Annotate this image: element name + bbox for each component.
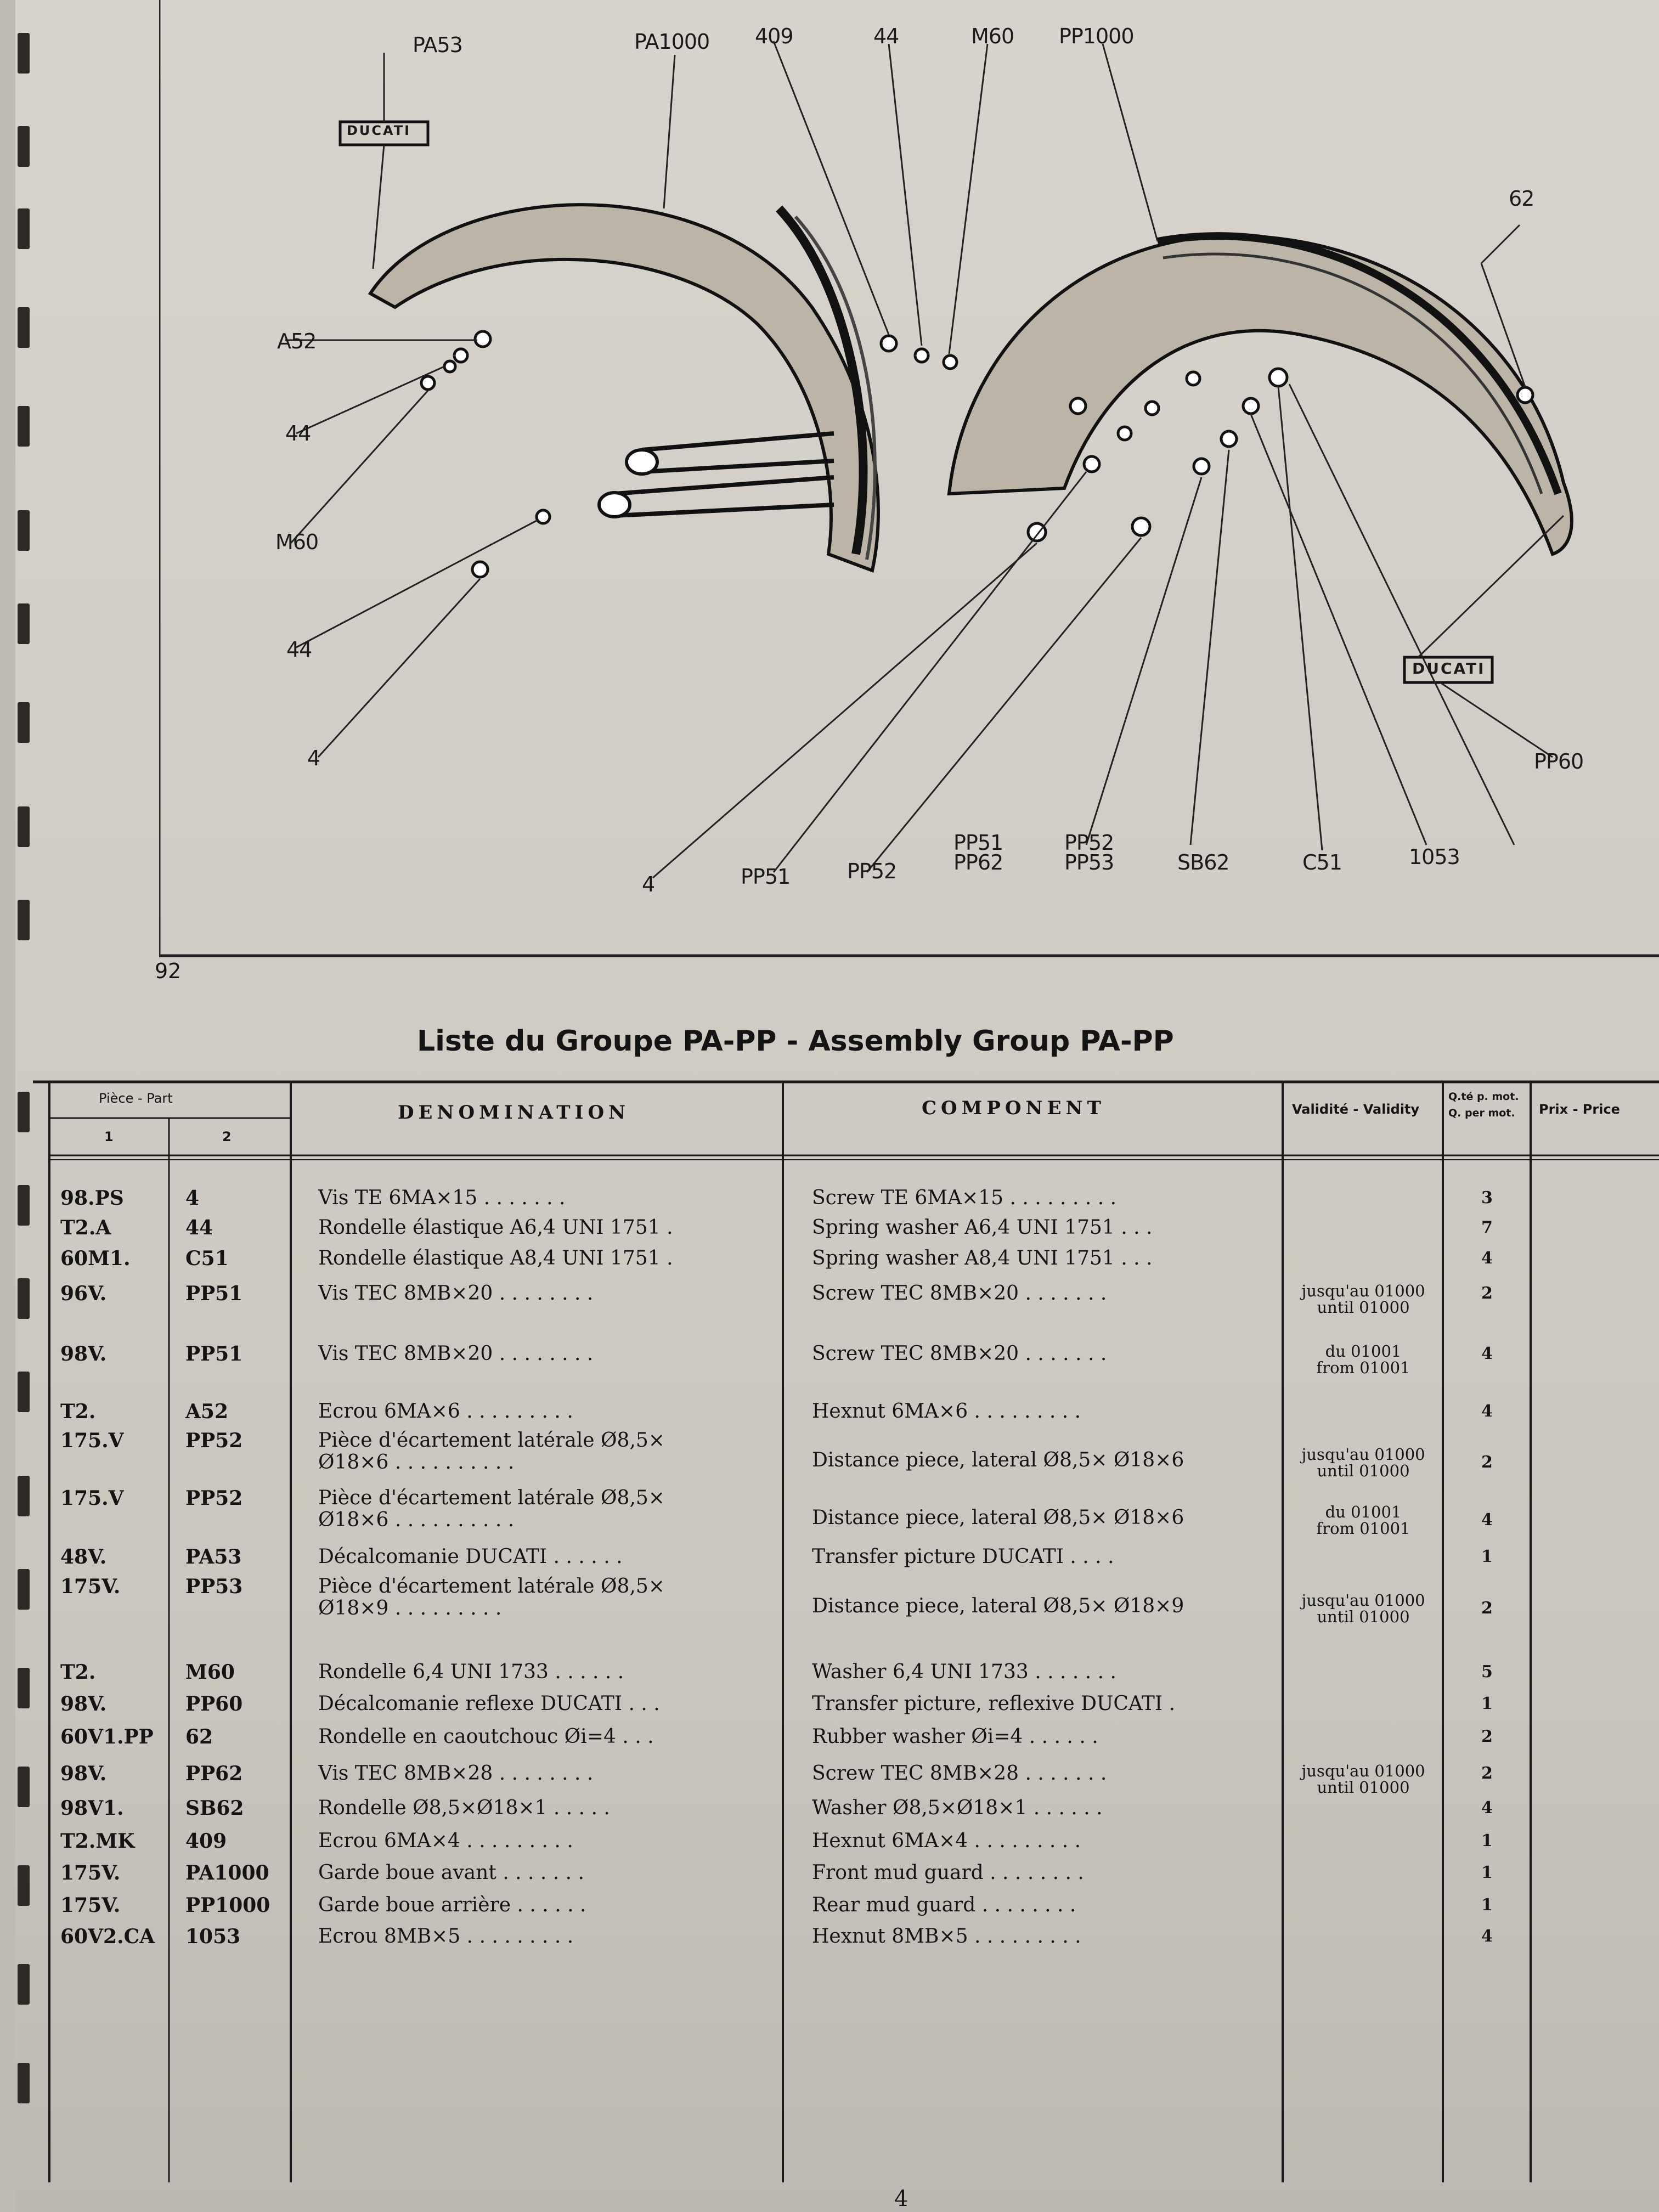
part-code-2: PP1000 xyxy=(185,1894,270,1917)
page-title: Liste du Groupe PA-PP - Assembly Group PA-PP xyxy=(417,1025,1174,1058)
part-code-1: 60V2.CA xyxy=(60,1925,155,1948)
part-code-1: 60M1. xyxy=(60,1247,131,1270)
callout-pp51-pp62: PP51 PP62 xyxy=(953,831,1003,874)
quantity-cell: 2 xyxy=(1481,1284,1493,1303)
component-cell: Spring washer A8,4 UNI 1751 . . . xyxy=(812,1247,1153,1269)
validity-cell: jusqu'au 01000 until 01000 xyxy=(1301,1282,1425,1317)
denomination-cell: Pièce d'écartement latérale Ø8,5× Ø18×6 . . . . . . . . . . xyxy=(318,1487,665,1531)
quantity-cell: 7 xyxy=(1481,1218,1493,1237)
denomination-cell: Ecrou 8MB×5 . . . . . . . . . xyxy=(318,1925,574,1948)
part-code-1: 48V. xyxy=(60,1545,107,1568)
denomination-cell: Pièce d'écartement latérale Ø8,5× Ø18×9 . . . . . . . . . xyxy=(318,1575,665,1620)
part-code-1: 60V1.PP xyxy=(60,1725,154,1748)
part-code-2: 1053 xyxy=(185,1925,241,1948)
part-code-2: 44 xyxy=(185,1216,213,1239)
callout-pa1000: PA1000 xyxy=(634,30,710,54)
part-code-1: 175V. xyxy=(60,1575,121,1598)
callout-4-bottom: 4 xyxy=(642,872,655,896)
part-code-1: 175.V xyxy=(60,1487,124,1510)
rear-mudguard xyxy=(949,236,1572,554)
quantity-cell: 1 xyxy=(1481,1694,1493,1713)
part-code-2: PP52 xyxy=(185,1487,243,1510)
header-validity: Validité - Validity xyxy=(1292,1102,1420,1117)
denomination-cell: Rondelle Ø8,5×Ø18×1 . . . . . xyxy=(318,1797,610,1819)
callout-409: 409 xyxy=(755,24,793,48)
denomination-cell: Vis TE 6MA×15 . . . . . . . xyxy=(318,1187,566,1209)
component-cell: Screw TEC 8MB×20 . . . . . . . xyxy=(812,1282,1107,1305)
component-cell: Spring washer A6,4 UNI 1751 . . . xyxy=(812,1216,1153,1239)
part-code-2: PP62 xyxy=(185,1762,243,1785)
validity-cell: jusqu'au 01000 until 01000 xyxy=(1301,1445,1425,1480)
denomination-cell: Rondelle en caoutchouc Øi=4 . . . xyxy=(318,1725,654,1748)
part-code-1: 175V. xyxy=(60,1861,121,1884)
callout-c51: C51 xyxy=(1302,850,1342,874)
validity-cell: du 01001 from 01001 xyxy=(1316,1503,1410,1538)
denomination-cell: Vis TEC 8MB×20 . . . . . . . . xyxy=(318,1342,594,1365)
part-code-1: 98V. xyxy=(60,1762,107,1785)
front-mudguard xyxy=(370,205,878,571)
quantity-cell: 4 xyxy=(1481,1927,1493,1946)
component-cell: Washer 6,4 UNI 1733 . . . . . . . xyxy=(812,1661,1116,1683)
part-code-1: T2. xyxy=(60,1661,96,1684)
quantity-cell: 4 xyxy=(1481,1344,1493,1363)
callout-m60-left: M60 xyxy=(275,530,319,554)
part-code-1: 175.V xyxy=(60,1429,124,1452)
header-denomination: DENOMINATION xyxy=(398,1102,630,1124)
callout-44-left-b: 44 xyxy=(286,637,312,662)
quantity-cell: 2 xyxy=(1481,1599,1493,1618)
part-code-2: M60 xyxy=(185,1661,235,1684)
quantity-cell: 1 xyxy=(1481,1547,1493,1566)
part-code-2: 409 xyxy=(185,1830,227,1853)
component-cell: Distance piece, lateral Ø8,5× Ø18×6 xyxy=(812,1506,1184,1529)
component-cell: Distance piece, lateral Ø8,5× Ø18×9 xyxy=(812,1595,1184,1617)
quantity-cell: 2 xyxy=(1481,1453,1493,1472)
quantity-cell: 4 xyxy=(1481,1510,1493,1530)
callout-44-left-a: 44 xyxy=(285,421,311,445)
denomination-cell: Ecrou 6MA×4 . . . . . . . . . xyxy=(318,1830,573,1852)
part-code-1: 96V. xyxy=(60,1282,107,1305)
component-cell: Transfer picture, reflexive DUCATI . xyxy=(812,1692,1176,1715)
part-code-2: PP60 xyxy=(185,1692,243,1716)
callout-44-top: 44 xyxy=(873,24,899,48)
quantity-cell: 1 xyxy=(1481,1895,1493,1915)
exploded-diagram xyxy=(159,0,1659,957)
quantity-cell: 1 xyxy=(1481,1831,1493,1850)
header-price: Prix - Price xyxy=(1539,1102,1620,1117)
denomination-cell: Rondelle élastique A6,4 UNI 1751 . xyxy=(318,1216,673,1239)
component-cell: Washer Ø8,5×Ø18×1 . . . . . . xyxy=(812,1797,1103,1819)
footer-mark: 4 xyxy=(894,2186,909,2211)
part-code-2: C51 xyxy=(185,1247,229,1270)
callout-a52: A52 xyxy=(277,329,317,353)
part-code-1: T2.A xyxy=(60,1216,111,1239)
header-qty: Q.té p. mot. Q. per mot. xyxy=(1448,1091,1519,1119)
header-piece-part: Pièce - Part xyxy=(99,1091,173,1106)
denomination-cell: Garde boue arrière . . . . . . xyxy=(318,1894,586,1916)
part-code-2: A52 xyxy=(185,1400,229,1423)
part-code-2: PA1000 xyxy=(185,1861,269,1884)
part-code-2: PA53 xyxy=(185,1545,242,1568)
parts-table xyxy=(33,1063,1659,2182)
part-code-1: 98V1. xyxy=(60,1797,124,1820)
component-cell: Screw TE 6MA×15 . . . . . . . . . xyxy=(812,1187,1117,1209)
header-col1: 1 xyxy=(104,1129,114,1144)
leader-lines xyxy=(285,41,1564,878)
quantity-cell: 2 xyxy=(1481,1727,1493,1746)
part-code-2: PP51 xyxy=(185,1342,243,1365)
callout-1053: 1053 xyxy=(1409,845,1460,869)
validity-cell: du 01001 from 01001 xyxy=(1316,1342,1410,1377)
header-col2: 2 xyxy=(222,1129,232,1144)
component-cell: Distance piece, lateral Ø8,5× Ø18×6 xyxy=(812,1449,1184,1471)
quantity-cell: 2 xyxy=(1481,1764,1493,1783)
component-cell: Hexnut 6MA×6 . . . . . . . . . xyxy=(812,1400,1081,1423)
callout-62: 62 xyxy=(1509,187,1534,211)
component-cell: Rear mud guard . . . . . . . . xyxy=(812,1894,1076,1916)
quantity-cell: 1 xyxy=(1481,1863,1493,1882)
diagram-drawing xyxy=(159,0,1659,957)
part-code-2: 62 xyxy=(185,1725,213,1748)
component-cell: Front mud guard . . . . . . . . xyxy=(812,1861,1084,1884)
denomination-cell: Rondelle 6,4 UNI 1733 . . . . . . xyxy=(318,1661,624,1683)
part-code-2: 4 xyxy=(185,1187,200,1210)
part-code-2: PP53 xyxy=(185,1575,243,1598)
validity-cell: jusqu'au 01000 until 01000 xyxy=(1301,1762,1425,1797)
callout-m60-top: M60 xyxy=(971,24,1014,48)
component-cell: Screw TEC 8MB×20 . . . . . . . xyxy=(812,1342,1107,1365)
denomination-cell: Vis TEC 8MB×28 . . . . . . . . xyxy=(318,1762,594,1785)
denomination-cell: Décalcomanie DUCATI . . . . . . xyxy=(318,1545,623,1568)
part-code-1: 98.PS xyxy=(60,1187,124,1210)
part-code-2: PP52 xyxy=(185,1429,243,1452)
badge-text-rear: DUCATI xyxy=(1412,659,1486,678)
page-number: 92 xyxy=(155,959,182,983)
callout-pp51: PP51 xyxy=(741,865,791,889)
validity-cell: jusqu'au 01000 until 01000 xyxy=(1301,1591,1425,1626)
quantity-cell: 5 xyxy=(1481,1662,1493,1681)
callout-4-left: 4 xyxy=(307,746,320,770)
component-cell: Screw TEC 8MB×28 . . . . . . . xyxy=(812,1762,1107,1785)
quantity-cell: 4 xyxy=(1481,1249,1493,1268)
component-cell: Hexnut 8MB×5 . . . . . . . . . xyxy=(812,1925,1081,1948)
quantity-cell: 4 xyxy=(1481,1798,1493,1818)
component-cell: Hexnut 6MA×4 . . . . . . . . . xyxy=(812,1830,1081,1852)
part-code-1: T2. xyxy=(60,1400,96,1423)
callout-pp52: PP52 xyxy=(847,859,897,883)
denomination-cell: Rondelle élastique A8,4 UNI 1751 . xyxy=(318,1247,673,1269)
callout-pp60: PP60 xyxy=(1534,749,1584,774)
denomination-cell: Garde boue avant . . . . . . . xyxy=(318,1861,584,1884)
quantity-cell: 3 xyxy=(1481,1188,1493,1207)
quantity-cell: 4 xyxy=(1481,1402,1493,1421)
part-code-1: T2.MK xyxy=(60,1830,135,1853)
badge-text-front: DUCATI xyxy=(347,123,411,138)
denomination-cell: Décalcomanie reflexe DUCATI . . . xyxy=(318,1692,660,1715)
part-code-1: 98V. xyxy=(60,1342,107,1365)
callout-pp1000: PP1000 xyxy=(1059,24,1134,48)
callout-sb62: SB62 xyxy=(1177,850,1229,874)
part-code-2: PP51 xyxy=(185,1282,243,1305)
part-code-1: 98V. xyxy=(60,1692,107,1716)
callout-pp52-pp53: PP52 PP53 xyxy=(1064,831,1114,874)
denomination-cell: Ecrou 6MA×6 . . . . . . . . . xyxy=(318,1400,573,1423)
callout-pa53: PA53 xyxy=(413,33,462,57)
denomination-cell: Pièce d'écartement latérale Ø8,5× Ø18×6 . . . . . . . . . . xyxy=(318,1429,665,1474)
denomination-cell: Vis TEC 8MB×20 . . . . . . . . xyxy=(318,1282,594,1305)
component-cell: Transfer picture DUCATI . . . . xyxy=(812,1545,1114,1568)
header-component: COMPONENT xyxy=(922,1097,1105,1119)
part-code-2: SB62 xyxy=(185,1797,244,1820)
component-cell: Rubber washer Øi=4 . . . . . . xyxy=(812,1725,1098,1748)
part-code-1: 175V. xyxy=(60,1894,121,1917)
